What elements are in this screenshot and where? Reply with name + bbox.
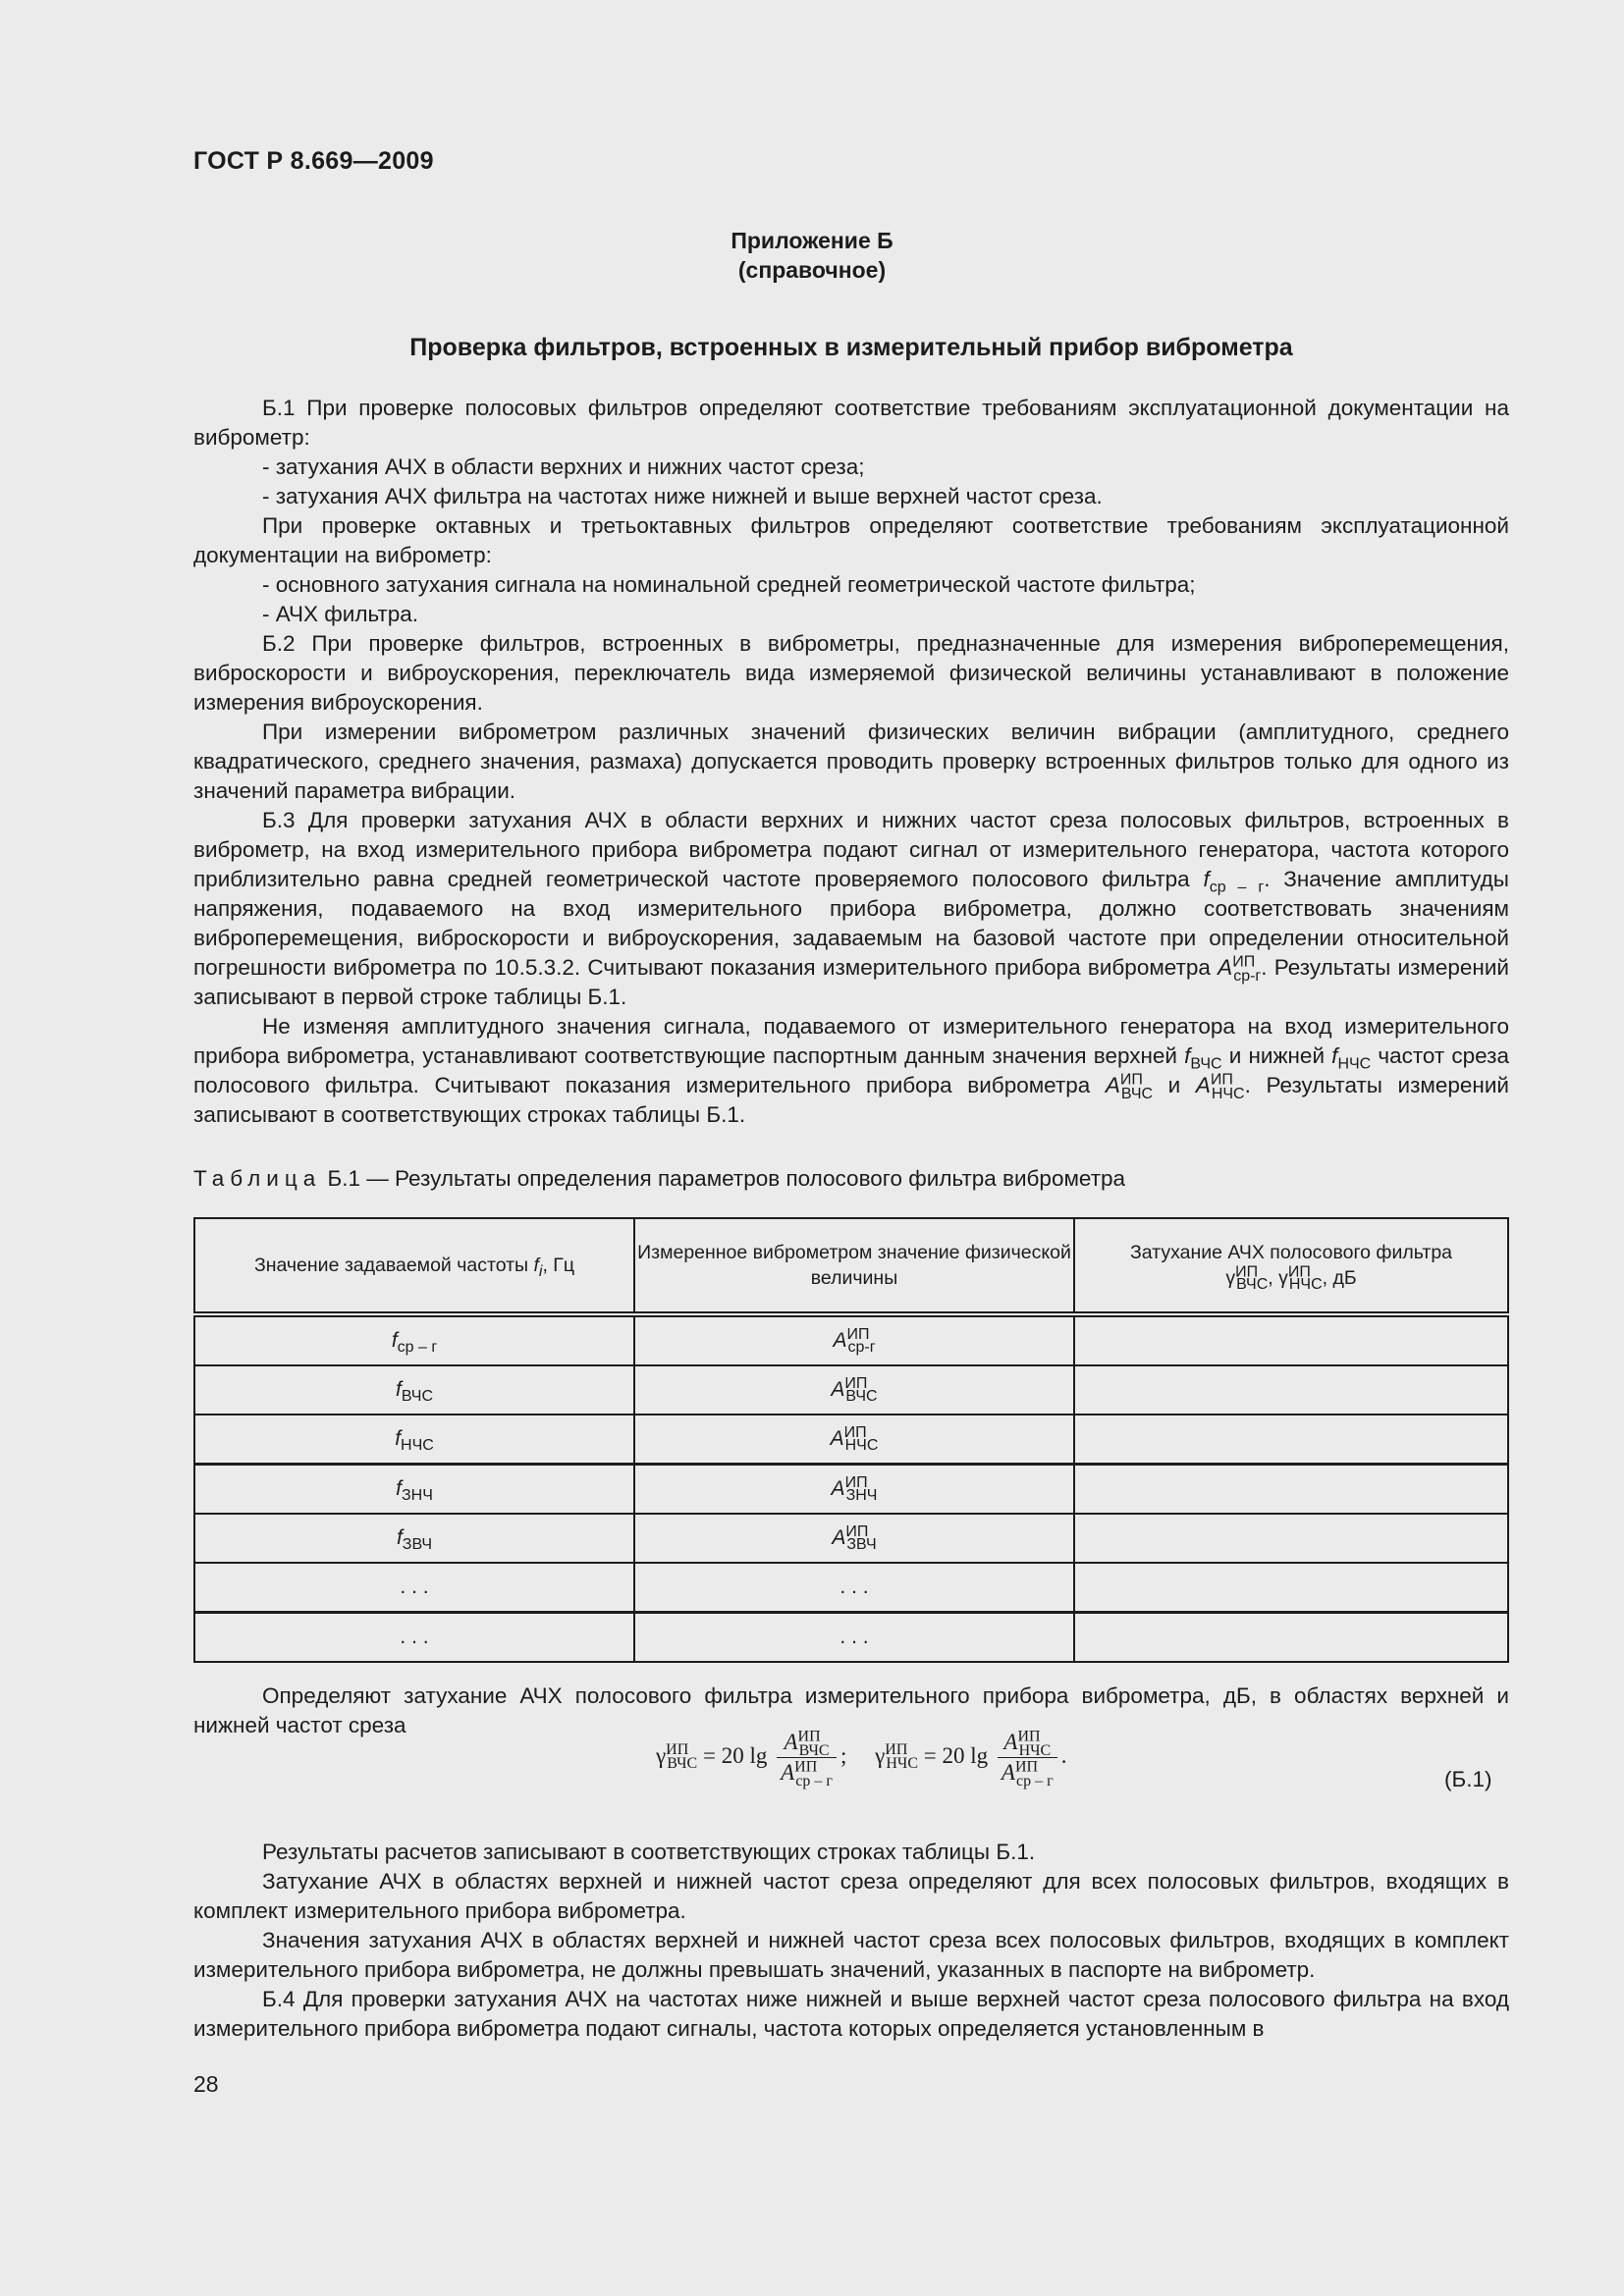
table-row [194, 1314, 1508, 1365]
section-title: Проверка фильтров, встроенных в измерительный прибор виброметра [409, 334, 1293, 361]
paragraph: Определяют затухание АЧХ полосового фильтра измерительного прибора виброметра, дБ, в областях верхней и нижней частот среза [193, 1683, 1509, 1737]
cell-frequency: $f_{ВЧС}$ [194, 1365, 634, 1415]
table-row [194, 1613, 1508, 1663]
equation-number: (Б.1) [1444, 1767, 1492, 1791]
table-caption: Таблица Б.1 — Результаты определения параметров полосового фильтра виброметра [193, 1166, 1126, 1191]
list-item: - затухания АЧХ фильтра на частотах ниже нижней и выше верхней частот среза. [262, 484, 1103, 508]
cell-measured: $A^{ИП}_{ВЧС}$ [634, 1365, 1074, 1415]
cell-frequency: . . . [194, 1613, 634, 1663]
text-block-bottom [193, 1838, 1509, 2044]
paragraph: При проверке октавных и третьоктавных фильтров определяют соответствие требованиям эксплуатационной документации на виброметр: [193, 513, 1509, 567]
cell-frequency: $f_{ср - г}$ [194, 1314, 634, 1365]
header-measured: Измеренное виброметром значение физической величины [634, 1218, 1074, 1314]
header-frequency: Значение задаваемой частоты $f_i$, Гц [194, 1218, 634, 1314]
paragraph: Значения затухания АЧХ в областях верхней и нижней частот среза всех полосовых фильтров, входящих в комплект измерительного прибора виброметра, не должны превышать значений, указанных в паспорте на виброметр. [193, 1928, 1509, 1982]
paragraph-cutoff: Не изменяя амплитудного значения сигнала, подаваемого от измерительного генератора на вход измерительного прибора виброметра, устанавливают соответствующие паспортным данным значения верхней $f_{ВЧС}$ и нижней $f_{НЧС}$ частот среза полосового фильтра. Считывают показания измерительного прибора виброметра $A^{ИП}_{ВЧС}$ и $A^{ИП}_{НЧС}$. Результаты измерений записывают в соответствующих строках таблицы Б.1. [193, 1014, 1510, 1127]
table-row [194, 1465, 1508, 1515]
appendix-title: Приложение Б [731, 228, 893, 253]
cell-measured: $A^{ИП}_{НЧС}$ [634, 1415, 1074, 1465]
text-block-top [193, 394, 1509, 1130]
table-header-row [194, 1218, 1508, 1314]
document-header: ГОСТ Р 8.669—2009 [193, 147, 434, 175]
cell-measured: . . . [634, 1563, 1074, 1613]
cell-attenuation [1074, 1365, 1508, 1415]
cell-measured: $A^{ИП}_{ЗВЧ}$ [634, 1514, 1074, 1563]
fraction-nchs: $\frac{A^{ИП}_{НЧС}}{A^{ИП}_{ср - г}}$ [998, 1730, 1057, 1786]
cell-measured: . . . [634, 1613, 1074, 1663]
formula-b1: $\gamma^{ИП}_{ВЧС} = 20$ lg $\frac{A^{ИП}_{ВЧС}}{A^{ИП}_{ср - г}}$ ; $\gamma^{ИП}_{НЧС} = 20$ lg $\frac{A^{ИП}_{НЧС}}{A^{ИП}_{ср - г}}$ . [656, 1728, 1067, 1789]
cell-attenuation [1074, 1514, 1508, 1563]
cell-attenuation [1074, 1613, 1508, 1663]
cell-attenuation [1074, 1415, 1508, 1465]
list-item: - АЧХ фильтра. [262, 602, 419, 626]
appendix-kind: (справочное) [737, 257, 887, 283]
header-attenuation: Затухание АЧХ полосового фильтра $\gamma^{ИП}_{ВЧС}$, $\gamma^{ИП}_{НЧС}$, дБ [1074, 1218, 1508, 1314]
paragraph-b2: Б.2 При проверке фильтров, встроенных в виброметры, предназначенные для измерения виброперемещения, виброскорости и виброускорения, переключатель вида измеряемой физической величины устанавливают в положение измерения виброускорения. [193, 631, 1509, 715]
cell-attenuation [1074, 1314, 1508, 1365]
paragraph-b1: Б.1 При проверке полосовых фильтров определяют соответствие требованиям эксплуатационной документации на виброметр: [193, 396, 1509, 450]
table-row [194, 1365, 1508, 1415]
list-item: - затухания АЧХ в области верхних и нижних частот среза; [262, 454, 865, 479]
cell-frequency: . . . [194, 1563, 634, 1613]
paragraph: При измерении виброметром различных значений физических величин вибрации (амплитудного, среднего квадратического, среднего значения, размаха) допускается проводить проверку встроенных фильтров только для одного из значений параметра вибрации. [193, 720, 1509, 803]
table-row [194, 1563, 1508, 1613]
cell-attenuation [1074, 1563, 1508, 1613]
cell-frequency: $f_{ЗНЧ}$ [194, 1465, 634, 1515]
paragraph: Затухание АЧХ в областях верхней и нижней частот среза определяют для всех полосовых фильтров, входящих в комплект измерительного прибора виброметра. [193, 1869, 1509, 1923]
results-table [193, 1217, 1509, 1663]
table-row [194, 1514, 1508, 1563]
paragraph: Результаты расчетов записывают в соответствующих строках таблицы Б.1. [262, 1840, 1036, 1864]
table-row [194, 1415, 1508, 1465]
cell-attenuation [1074, 1465, 1508, 1515]
paragraph-b4: Б.4 Для проверки затухания АЧХ на частотах ниже нижней и выше верхней частот среза полосового фильтра на вход измерительного прибора виброметра подают сигналы, частота которых определяется установленным в [193, 1987, 1509, 2041]
cell-measured: $A^{ИП}_{ЗНЧ}$ [634, 1465, 1074, 1515]
cell-frequency: $f_{НЧС}$ [194, 1415, 634, 1465]
fraction-vchs: $\frac{A^{ИП}_{ВЧС}}{A^{ИП}_{ср - г}}$ [777, 1730, 837, 1786]
paragraph-b3: Б.3 Для проверки затухания АЧХ в области верхних и нижних частот среза полосовых фильтров, встроенных в виброметр, на вход измерительного прибора виброметра подают сигнал от измерительного генератора, частота которого приблизительно равна средней геометрической частоте проверяемого полосового фильтра $f_{ср - г}$. Значение амплитуды напряжения, подаваемого на вход измерительного прибора виброметра, должно соответствовать значениям виброперемещения, виброскорости и виброускорения, задаваемым на базовой частоте при определении относительной погрешности виброметра по 10.5.3.2. Считывают показания измерительного прибора виброметра $A^{ИП}_{ср-г}$. Результаты измерений записывают в первой строке таблицы Б.1. [193, 808, 1509, 1009]
cell-frequency: $f_{ЗВЧ}$ [194, 1514, 634, 1563]
list-item: - основного затухания сигнала на номинальной средней геометрической частоте фильтра; [262, 572, 1196, 597]
cell-measured: $A^{ИП}_{ср-г}$ [634, 1314, 1074, 1365]
page-number: 28 [193, 2071, 219, 2097]
